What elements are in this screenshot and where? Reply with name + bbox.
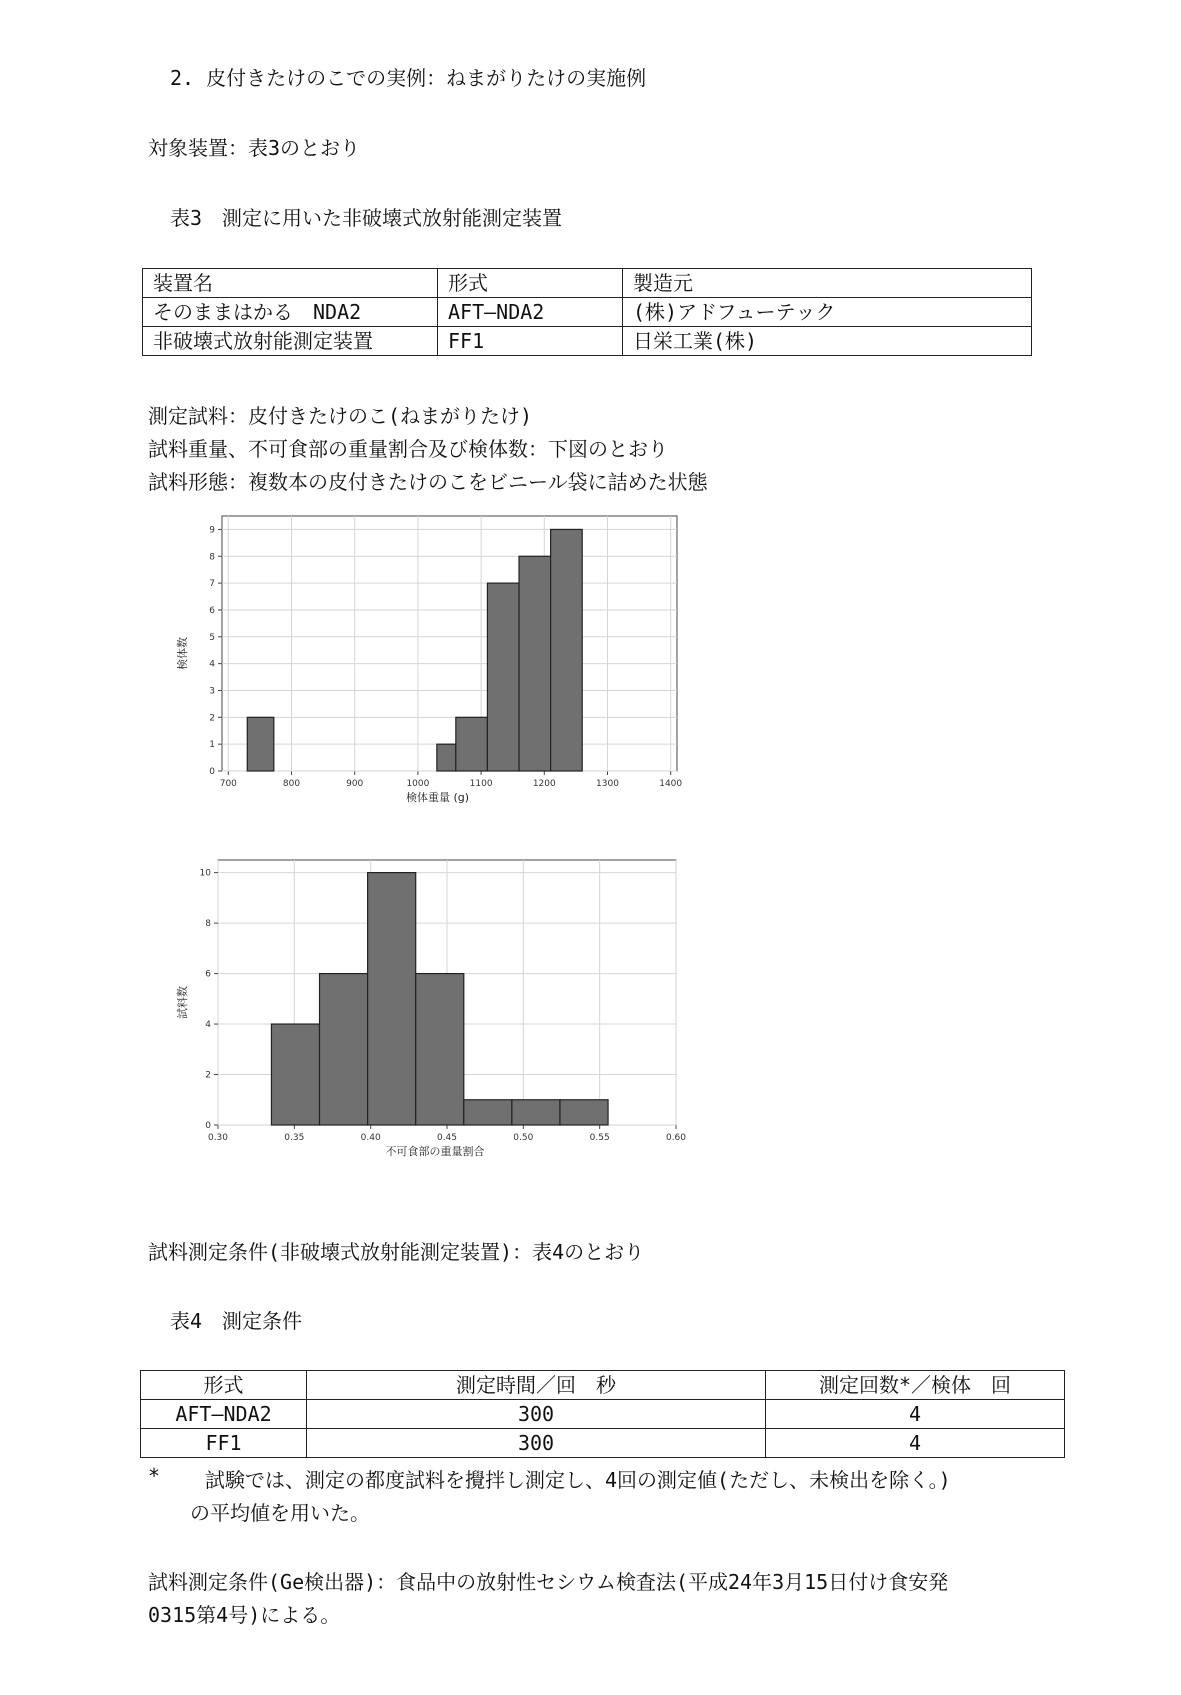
x-tick-label: 0.30 xyxy=(207,1133,229,1143)
sample-line: 試料形態：複数本の皮付きたけのこをビニール袋に詰めた状態 xyxy=(148,470,708,494)
y-tick-label: 8 xyxy=(205,919,211,930)
table-header-cell: 測定回数*／検体 回 xyxy=(766,1371,1065,1400)
table-header-cell: 測定時間／回 秒 xyxy=(307,1371,766,1400)
x-tick-label: 0.50 xyxy=(513,1133,534,1143)
footnote-marker: * xyxy=(148,1464,161,1488)
histogram-bar xyxy=(368,873,416,1125)
x-tick-label: 0.55 xyxy=(589,1133,610,1143)
table-cell: そのままはかる NDA2 xyxy=(143,298,438,327)
histogram-bar xyxy=(437,744,456,771)
y-tick-label: 9 xyxy=(209,525,215,536)
table4 xyxy=(140,1370,1065,1458)
table3 xyxy=(142,268,1032,356)
histogram-bar xyxy=(519,556,551,771)
table-header-cell: 製造元 xyxy=(623,269,1032,298)
plot-area xyxy=(222,516,677,771)
conditions-intro: 試料測定条件(非破壊式放射能測定装置)：表4のとおり xyxy=(148,1240,645,1264)
x-tick-label: 800 xyxy=(282,779,301,789)
x-axis-label: 検体重量 (g) xyxy=(405,791,470,804)
table-cell: 非破壊式放射能測定装置 xyxy=(143,327,438,356)
y-tick-label: 2 xyxy=(209,713,215,724)
y-tick-label: 10 xyxy=(199,868,211,879)
table-cell: 日栄工業(株) xyxy=(623,327,1032,356)
table4-caption: 表4 測定条件 xyxy=(170,1309,303,1333)
table-header-cell: 装置名 xyxy=(143,269,438,298)
x-tick-label: 1200 xyxy=(532,779,556,789)
ge-conditions: 試料測定条件(Ge検出器)：食品中の放射性セシウム検査法(平成24年3月15日付け食安発 xyxy=(148,1570,949,1594)
table-header-cell: 形式 xyxy=(438,269,623,298)
histogram-bar xyxy=(464,1100,512,1125)
table-cell: 300 xyxy=(307,1429,766,1458)
y-axis-label: 試料数 xyxy=(176,986,189,1019)
sample-line: 測定試料：皮付きたけのこ(ねまがりたけ) xyxy=(148,404,533,428)
x-axis-label: 不可食部の重量割合 xyxy=(385,1145,485,1158)
table-row xyxy=(143,327,1032,356)
histogram-bar xyxy=(560,1100,608,1125)
y-tick-label: 4 xyxy=(209,659,215,670)
table-header-row xyxy=(143,269,1032,298)
inedible-ratio-histogram xyxy=(170,848,690,1178)
table-cell: 4 xyxy=(766,1400,1065,1429)
x-tick-label: 0.45 xyxy=(436,1133,458,1143)
histogram-bar xyxy=(416,974,464,1125)
x-tick-label: 1300 xyxy=(596,779,619,789)
table-cell: AFT―NDA2 xyxy=(141,1400,307,1429)
table-cell: FF1 xyxy=(438,327,623,356)
y-tick-label: 0 xyxy=(209,767,215,777)
y-axis-label: 検体数 xyxy=(176,637,189,670)
y-tick-label: 5 xyxy=(209,632,215,643)
y-tick-label: 8 xyxy=(209,552,215,563)
table-cell: 4 xyxy=(766,1429,1065,1458)
target-device-line: 対象装置：表3のとおり xyxy=(148,136,361,160)
y-tick-label: 2 xyxy=(205,1070,211,1081)
sample-line: 試料重量、不可食部の重量割合及び検体数：下図のとおり xyxy=(148,437,668,461)
x-tick-label: 900 xyxy=(346,779,364,789)
x-tick-label: 1400 xyxy=(659,779,683,789)
x-tick-label: 700 xyxy=(219,779,237,789)
weight-histogram xyxy=(170,508,690,833)
table-cell: (株)アドフューテック xyxy=(623,298,1032,327)
table-row xyxy=(143,298,1032,327)
histogram-bar xyxy=(512,1100,560,1125)
x-tick-label: 0.60 xyxy=(665,1133,687,1143)
section-heading: 2. 皮付きたけのこでの実例：ねまがりたけの実施例 xyxy=(170,66,647,90)
histogram-bar xyxy=(487,583,519,771)
table-cell: 300 xyxy=(307,1400,766,1429)
histogram-bar xyxy=(247,717,274,771)
y-tick-label: 6 xyxy=(209,605,215,616)
table-cell: FF1 xyxy=(141,1429,307,1458)
x-tick-label: 0.35 xyxy=(284,1133,305,1143)
table-cell: AFT―NDA2 xyxy=(438,298,623,327)
table-header-cell: 形式 xyxy=(141,1371,307,1400)
footnote-text: の平均値を用いた。 xyxy=(190,1501,370,1525)
y-tick-label: 6 xyxy=(205,969,211,980)
x-tick-label: 0.40 xyxy=(360,1133,381,1143)
histogram-bar xyxy=(271,1024,319,1125)
y-tick-label: 0 xyxy=(205,1121,211,1131)
y-tick-label: 7 xyxy=(209,579,215,590)
table-header-row xyxy=(141,1371,1065,1400)
histogram-bar xyxy=(320,974,368,1125)
table3-caption: 表3 測定に用いた非破壊式放射能測定装置 xyxy=(170,206,563,230)
y-tick-label: 4 xyxy=(205,1020,211,1031)
table-row xyxy=(141,1429,1065,1458)
y-tick-label: 1 xyxy=(209,740,215,751)
x-tick-label: 1100 xyxy=(469,779,493,789)
table-row xyxy=(141,1400,1065,1429)
histogram-bar xyxy=(551,529,583,771)
ge-conditions: 0315第4号)による。 xyxy=(148,1603,341,1627)
histogram-bar xyxy=(456,717,488,771)
y-tick-label: 3 xyxy=(209,686,215,697)
x-tick-label: 1000 xyxy=(406,779,430,789)
footnote-text: 試験では、測定の都度試料を攪拌し測定し、4回の測定値(ただし、未検出を除く。) xyxy=(205,1468,951,1492)
